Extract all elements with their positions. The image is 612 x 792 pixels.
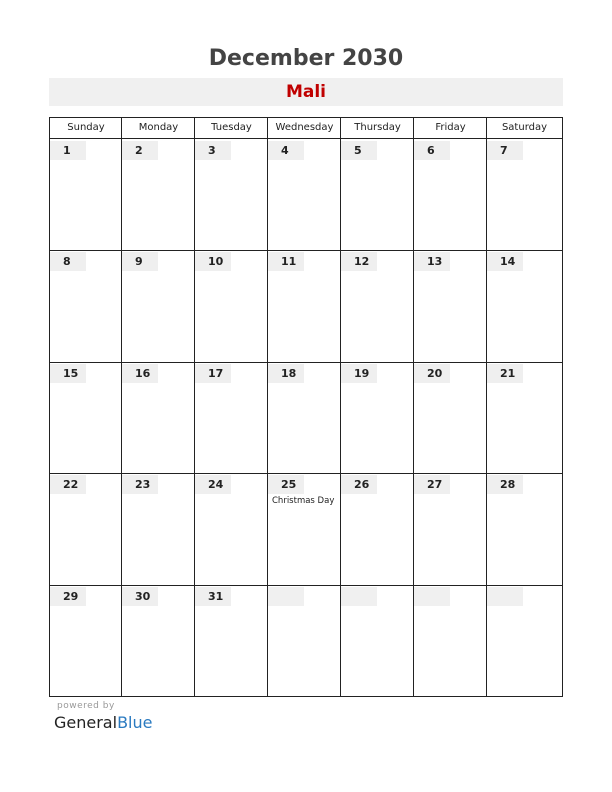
day-number: 5 [341,141,377,160]
day-cell-4 [268,139,341,250]
empty-day-cell [487,585,562,696]
empty-day-cell [341,585,414,696]
day-number [414,587,450,606]
day-cell-5 [341,139,414,250]
day-cell-9 [122,250,195,361]
day-number: 11 [268,252,304,271]
day-number: 17 [195,364,231,383]
day-number: 26 [341,475,377,494]
country-name: Mali [285,82,327,102]
day-cell-19 [341,362,414,473]
day-number: 6 [414,141,450,160]
weekday-saturday: Saturday [501,122,548,133]
day-cell-31 [195,585,268,696]
powered-by-label: powered by [57,701,115,711]
day-cell-11 [268,250,341,361]
day-cell-1 [50,139,122,250]
calendar-grid [49,117,563,697]
brand-logo [54,713,152,732]
day-number: 19 [341,364,377,383]
calendar-title: December 2030 [208,46,404,71]
day-number: 21 [487,364,523,383]
weekday-sunday: Sunday [67,122,105,133]
day-cell-17 [195,362,268,473]
holiday-label: Christmas Day [272,496,335,506]
day-number: 13 [414,252,450,271]
day-number: 18 [268,364,304,383]
day-number: 16 [122,364,158,383]
day-cell-13 [414,250,487,361]
day-cell-25 [268,473,341,584]
day-cell-23 [122,473,195,584]
day-cell-27 [414,473,487,584]
day-cell-6 [414,139,487,250]
day-cell-28 [487,473,562,584]
day-cell-2 [122,139,195,250]
country-bar [49,78,563,106]
brand-main: General [54,713,118,732]
day-number: 30 [122,587,158,606]
day-number: 31 [195,587,231,606]
day-number: 25 [268,475,304,494]
day-number: 7 [487,141,523,160]
day-number: 12 [341,252,377,271]
day-number: 29 [50,587,86,606]
day-cell-16 [122,362,195,473]
day-number: 8 [50,252,86,271]
day-cell-30 [122,585,195,696]
empty-day-cell [414,585,487,696]
day-number: 28 [487,475,523,494]
day-number: 9 [122,252,158,271]
day-number: 14 [487,252,523,271]
day-cell-14 [487,250,562,361]
weekday-friday: Friday [435,122,466,133]
day-cell-3 [195,139,268,250]
day-cell-29 [50,585,122,696]
day-number: 10 [195,252,231,271]
day-number: 2 [122,141,158,160]
day-cell-12 [341,250,414,361]
day-cell-22 [50,473,122,584]
day-number: 27 [414,475,450,494]
day-cell-20 [414,362,487,473]
weekday-tuesday: Tuesday [211,122,252,133]
weekday-monday: Monday [138,122,179,133]
brand-accent: Blue [117,713,153,732]
weekday-wednesday: Wednesday [275,122,334,133]
day-cell-21 [487,362,562,473]
day-number: 23 [122,475,158,494]
day-number: 15 [50,364,86,383]
day-cell-8 [50,250,122,361]
weekday-thursday: Thursday [354,122,401,133]
day-number [487,587,523,606]
day-cell-7 [487,139,562,250]
empty-day-cell [268,585,341,696]
day-number [341,587,377,606]
day-number: 24 [195,475,231,494]
day-number: 4 [268,141,304,160]
day-number [268,587,304,606]
day-cell-10 [195,250,268,361]
day-number: 3 [195,141,231,160]
day-cell-18 [268,362,341,473]
day-number: 20 [414,364,450,383]
day-cell-15 [50,362,122,473]
day-number: 22 [50,475,86,494]
day-number: 1 [50,141,86,160]
day-cell-26 [341,473,414,584]
day-cell-24 [195,473,268,584]
